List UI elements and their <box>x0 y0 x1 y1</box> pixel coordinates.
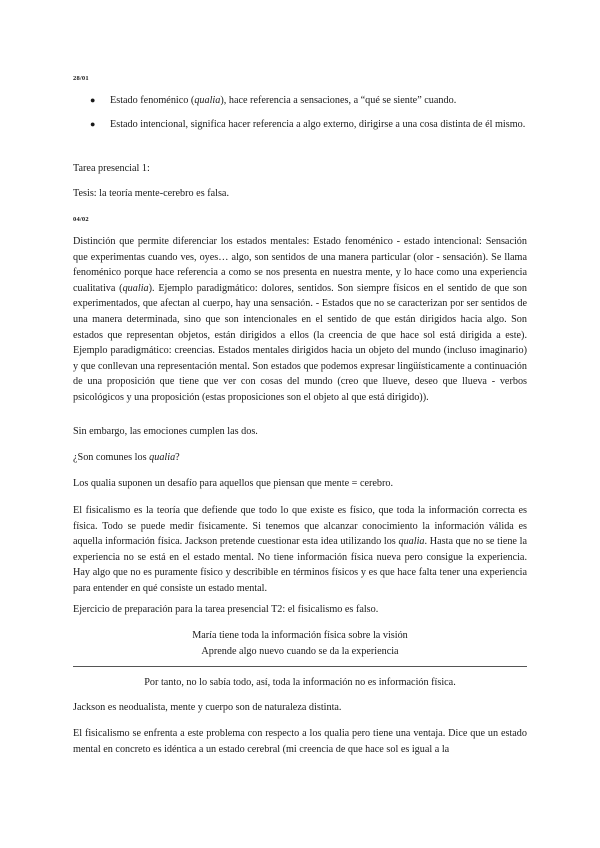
bullet-icon: ● <box>90 118 96 129</box>
bullet-icon: ● <box>90 95 96 105</box>
premise-2: Aprende algo nuevo cuando se da la experiencia <box>201 646 399 657</box>
date-heading: 04/02 <box>73 216 89 223</box>
premise-1: María tiene toda la información física sobre la visión <box>192 630 408 641</box>
conclusion: Por tanto, no lo sabía todo, así, toda la información no es información física. <box>144 677 456 688</box>
bullet-list <box>90 93 527 140</box>
paragraph: Los qualia suponen un desafío para aquellos que piensan que mente = cerebro. <box>73 478 394 489</box>
paragraph: El fisicalismo es la teoría que defiende que todo lo que existe es físico, que toda la información correcta es física. Todo se puede medir físicamente. Si tenemos que alcanzar conocimiento la información válida es aquella información física. Jackson pretende cuestionar esta idea utilizando los qualia. Hasta que no se tiene la experiencia no se está en el estado mental. No tiene información física nueva pero consigue la experiencia. Hay algo que no es puramente físico y describible en términos físicos y es que hace falta tener una experiencia para entender en qué consiste un estado mental. <box>73 505 528 594</box>
paragraph: Sin embargo, las emociones cumplen las dos. <box>73 426 258 437</box>
paragraph: Distinción que permite diferenciar los estados mentales: Estado fenoménico - estado intencional: Sensación que experimentas cuando ves, oyes… algo, son sentidos de una manera particular (olor - sensación). Se llama fenoménico porque hace referencia a como se nos presenta en nuestra mente, y lo hace como una experiencia cualitativa (qualia). Ejemplo paradigmático: dolores, sentidos. Son siempre físicos en el sentido de que son experimentados, que afectan al cuerpo, hay una sensación. - Estados que no se caracterizan por ser sentidos de una manera determinada, sino que son intencionales en el sentido de que están dirigidos hacia algo. Son estados que representan objetos, están dirigidos a ellos (la creencia de que hace sol está dirigida a este). Ejemplo paradigmático: creencias. Estados mentales dirigidos hacia un objeto del mundo (incluso imaginario) y que conllevan una representación mental. Son estados que podemos expresar lingüísticamente a continuación de una proposición que tiene que ver con cosas del mundo (creo que llueve, deseo que llueva - verbos psicológicos y una proposición (estas proposiciones son el objeto al que está dirigido)). <box>73 236 527 403</box>
divider <box>73 666 527 667</box>
paragraph: ¿Son comunes los qualia? <box>73 452 180 463</box>
list-item: ● Estado fenoménico (qualia), hace referencia a sensaciones, a “qué se siente” cuando. <box>90 93 527 109</box>
paragraph: El fisicalismo se enfrenta a este problema con respecto a los qualia pero tiene una ventaja. Dice que un estado mental en concreto es idéntica a un estado cerebral (mi creencia de que hace sol es igual a la <box>73 728 527 755</box>
date-heading: 28/01 <box>73 75 89 82</box>
list-item: ● Estado intencional, significa hacer referencia a algo externo, dirigirse a una cosa distinta de él mismo. <box>90 117 527 133</box>
paragraph: Jackson es neodualista, mente y cuerpo son de naturaleza distinta. <box>73 702 342 713</box>
paragraph: Ejercicio de preparación para la tarea presencial T2: el fisicalismo es falso. <box>73 604 379 615</box>
task-label: Tarea presencial 1: <box>73 163 150 174</box>
thesis-text: Tesis: la teoría mente-cerebro es falsa. <box>73 188 229 199</box>
